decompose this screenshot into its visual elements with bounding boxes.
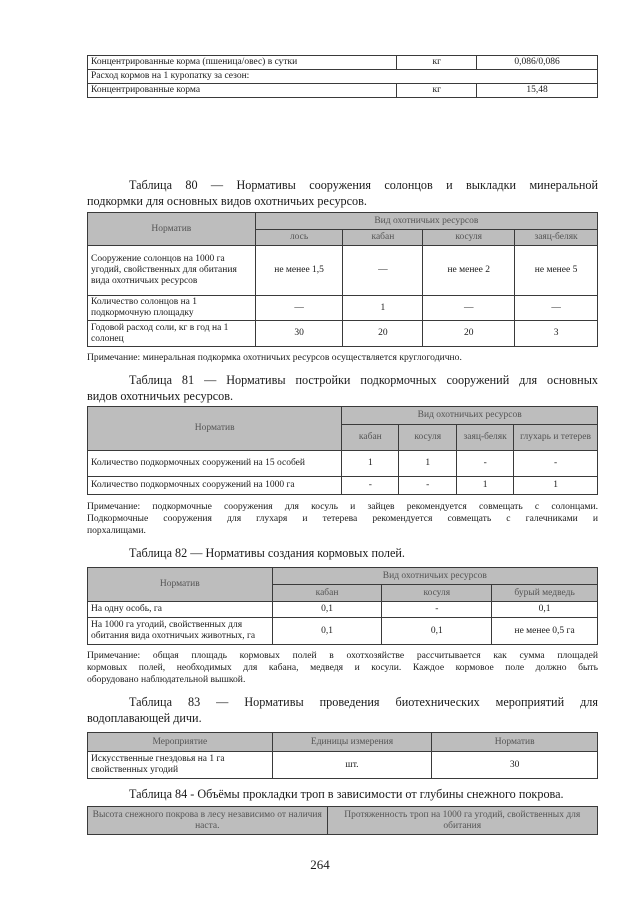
- cell: 1: [342, 451, 399, 477]
- col-header: Норматив: [432, 733, 598, 752]
- t82-table: [87, 567, 598, 645]
- t80-note: Примечание: минеральная подкормка охотничьих ресурсов осуществляется круглогодично.: [87, 352, 462, 363]
- t84-title: Таблица 84 - Объёмы прокладки троп в зависимости от глубины снежного покрова.: [129, 787, 564, 801]
- table-header-row: [88, 568, 598, 585]
- col-header: Мероприятие: [88, 733, 273, 752]
- cell: 1: [343, 296, 423, 321]
- row-label: На одну особь, га: [88, 602, 273, 618]
- table-header-row: [88, 407, 598, 425]
- col-header: кабан: [343, 230, 423, 246]
- table-row: [88, 246, 598, 296]
- col-header: заяц-беляк: [457, 425, 514, 451]
- col-header: Высота снежного покрова в лесу независимо от наличия наста.: [88, 807, 328, 835]
- table-row: [88, 602, 598, 618]
- cell: —: [255, 296, 343, 321]
- col-header: заяц-беляк: [515, 230, 598, 246]
- cell: 3: [515, 321, 598, 347]
- cell: —: [423, 296, 515, 321]
- row-value: 15,48: [477, 84, 598, 98]
- table-row: [88, 56, 598, 70]
- col-header: кабан: [342, 425, 399, 451]
- cell: шт.: [272, 752, 432, 779]
- col-header: косуля: [382, 585, 492, 602]
- cell: -: [382, 602, 492, 618]
- col-header: Протяженность троп на 1000 га угодий, свойственных для обитания: [327, 807, 597, 835]
- page-number: 264: [310, 857, 330, 872]
- table-row: [88, 618, 598, 645]
- header-group: Вид охотничьих ресурсов: [342, 407, 598, 425]
- cell: -: [399, 477, 457, 495]
- cell: 1: [457, 477, 514, 495]
- row-label: На 1000 га угодий, свойственных для обитания вида охотничьих животных, га: [88, 618, 273, 645]
- cell: -: [342, 477, 399, 495]
- table-row: [88, 321, 598, 347]
- row-label: Количество солонцов на 1 подкормочную площадку: [88, 296, 256, 321]
- row-label: Количество подкормочных сооружений на 1000 га: [88, 477, 342, 495]
- cell: —: [343, 246, 423, 296]
- header-group: Вид охотничьих ресурсов: [255, 213, 597, 230]
- cell: не менее 0,5 га: [492, 618, 598, 645]
- cell: не менее 1,5: [255, 246, 343, 296]
- cell: 0,1: [492, 602, 598, 618]
- col-header: бурый медведь: [492, 585, 598, 602]
- row-unit: кг: [397, 84, 477, 98]
- t81-note: Примечание: подкормочные сооружения для косуль и зайцев рекомендуется совмещать с солонцами. Подкормочные сооружения для глухаря и тетерева рекомендуется совмещать с галечниками и порхалищами.: [87, 501, 598, 536]
- cell: 30: [432, 752, 598, 779]
- table-header-row: [88, 213, 598, 230]
- t80-table: [87, 212, 598, 347]
- table-row: [88, 752, 598, 779]
- t82-note: Примечание: общая площадь кормовых полей в охотхозяйстве рассчитывается как сумма площадей кормовых полей, необходимых для кабана, медведя и косули. Каждое кормовое поле должно быть оборудовано наблюдательной вышкой.: [87, 650, 598, 685]
- t84-table: [87, 806, 598, 835]
- header-norm: Норматив: [88, 407, 342, 451]
- cell: не менее 5: [515, 246, 598, 296]
- row-label: Искусственные гнездовья на 1 га свойственных угодий: [88, 752, 273, 779]
- col-header: косуля: [423, 230, 515, 246]
- cell: 1: [514, 477, 598, 495]
- table-row: [88, 84, 598, 98]
- header-norm: Норматив: [88, 568, 273, 602]
- cell: 20: [423, 321, 515, 347]
- table-row: [88, 451, 598, 477]
- t83-title: Таблица 83 — Нормативы проведения биотехнических мероприятий для водоплавающей дичи.: [87, 695, 598, 725]
- table-row: [88, 296, 598, 321]
- cell: 0,1: [382, 618, 492, 645]
- cell: —: [515, 296, 598, 321]
- row-unit: кг: [397, 56, 477, 70]
- table-row: [88, 70, 598, 84]
- table-header-row: [88, 807, 598, 835]
- row-value: 0,086/0,086: [477, 56, 598, 70]
- col-header: кабан: [272, 585, 382, 602]
- t80-title: Таблица 80 — Нормативы сооружения солонцов и выкладки минеральной подкормки для основных видов охотничьих ресурсов.: [87, 178, 598, 208]
- t82-title: Таблица 82 — Нормативы создания кормовых полей.: [129, 546, 405, 560]
- col-header: глухарь и тетерев: [514, 425, 598, 451]
- col-header: косуля: [399, 425, 457, 451]
- cell: 20: [343, 321, 423, 347]
- row-label: Количество подкормочных сооружений на 15 особей: [88, 451, 342, 477]
- cell: 30: [255, 321, 343, 347]
- cell: 0,1: [272, 618, 382, 645]
- feed-table: [87, 55, 598, 98]
- row-label: Концентрированные корма (пшеница/овес) в сутки: [88, 56, 397, 70]
- header-group: Вид охотничьих ресурсов: [272, 568, 597, 585]
- t81-title: Таблица 81 — Нормативы постройки подкормочных сооружений для основных видов охотничьих ресурсов.: [87, 373, 598, 403]
- cell: 1: [399, 451, 457, 477]
- table-header-row: [88, 733, 598, 752]
- row-label: Годовой расход соли, кг в год на 1 солонец: [88, 321, 256, 347]
- col-header: лось: [255, 230, 343, 246]
- cell: -: [514, 451, 598, 477]
- row-label: Концентрированные корма: [88, 84, 397, 98]
- cell: -: [457, 451, 514, 477]
- header-norm: Норматив: [88, 213, 256, 246]
- t83-table: [87, 732, 598, 779]
- cell: 0,1: [272, 602, 382, 618]
- row-label: Расход кормов на 1 куропатку за сезон:: [88, 70, 598, 84]
- t81-table: [87, 406, 598, 495]
- col-header: Единицы измерения: [272, 733, 432, 752]
- cell: не менее 2: [423, 246, 515, 296]
- row-label: Сооружение солонцов на 1000 га угодий, свойственных для обитания вида охотничьих ресурсов: [88, 246, 256, 296]
- table-row: [88, 477, 598, 495]
